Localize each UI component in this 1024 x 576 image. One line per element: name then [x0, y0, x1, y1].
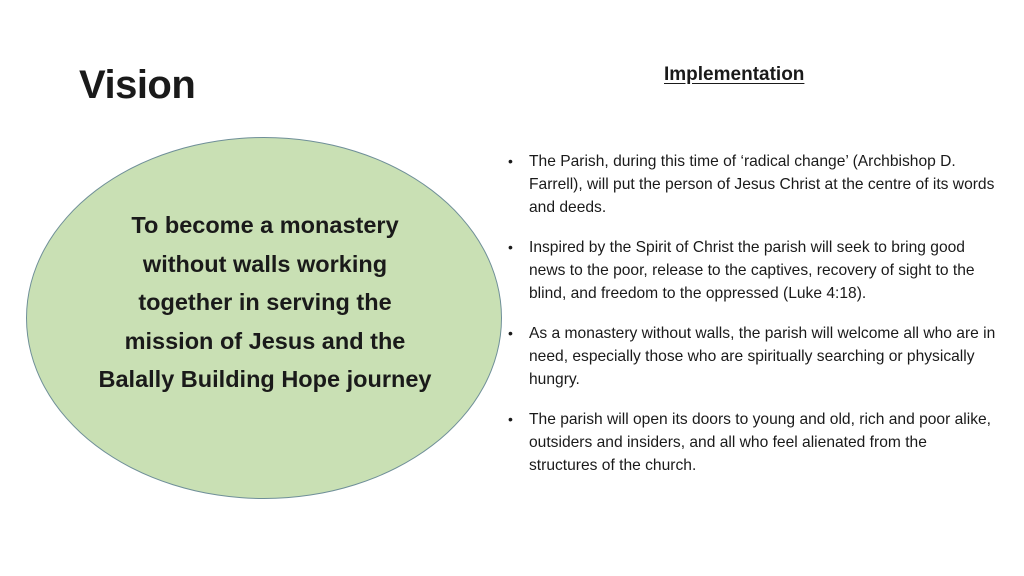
bullet-icon: • — [508, 411, 513, 427]
bullet-icon: • — [508, 153, 513, 169]
bullet-icon: • — [508, 239, 513, 255]
list-item — [507, 236, 997, 305]
list-item — [507, 150, 997, 219]
list-item-text: As a monastery without walls, the parish will welcome all who are in need, especially those who are spiritually searching or physically hungry. — [529, 325, 996, 388]
vision-statement: To become a monastery without walls working together in serving the mission of Jesus and the Balally Building Hope journey — [98, 212, 432, 393]
list-item — [507, 408, 997, 477]
slide-title: Vision — [79, 63, 196, 107]
implementation-heading: Implementation — [664, 64, 805, 85]
list-item-text: The Parish, during this time of ‘radical change’ (Archbishop D. Farrell), will put the person of Jesus Christ at the centre of its words and deeds. — [529, 153, 995, 216]
list-item — [507, 322, 997, 391]
list-item-text: Inspired by the Spirit of Christ the parish will seek to bring good news to the poor, release to the captives, recovery of sight to the blind, and freedom to the oppressed (Luke 4:18). — [529, 239, 975, 302]
implementation-list — [507, 150, 997, 494]
bullet-icon: • — [508, 325, 513, 341]
list-item-text: The parish will open its doors to young and old, rich and poor alike, outsiders and insiders, and all who feel alienated from the structures of the church. — [529, 411, 992, 474]
